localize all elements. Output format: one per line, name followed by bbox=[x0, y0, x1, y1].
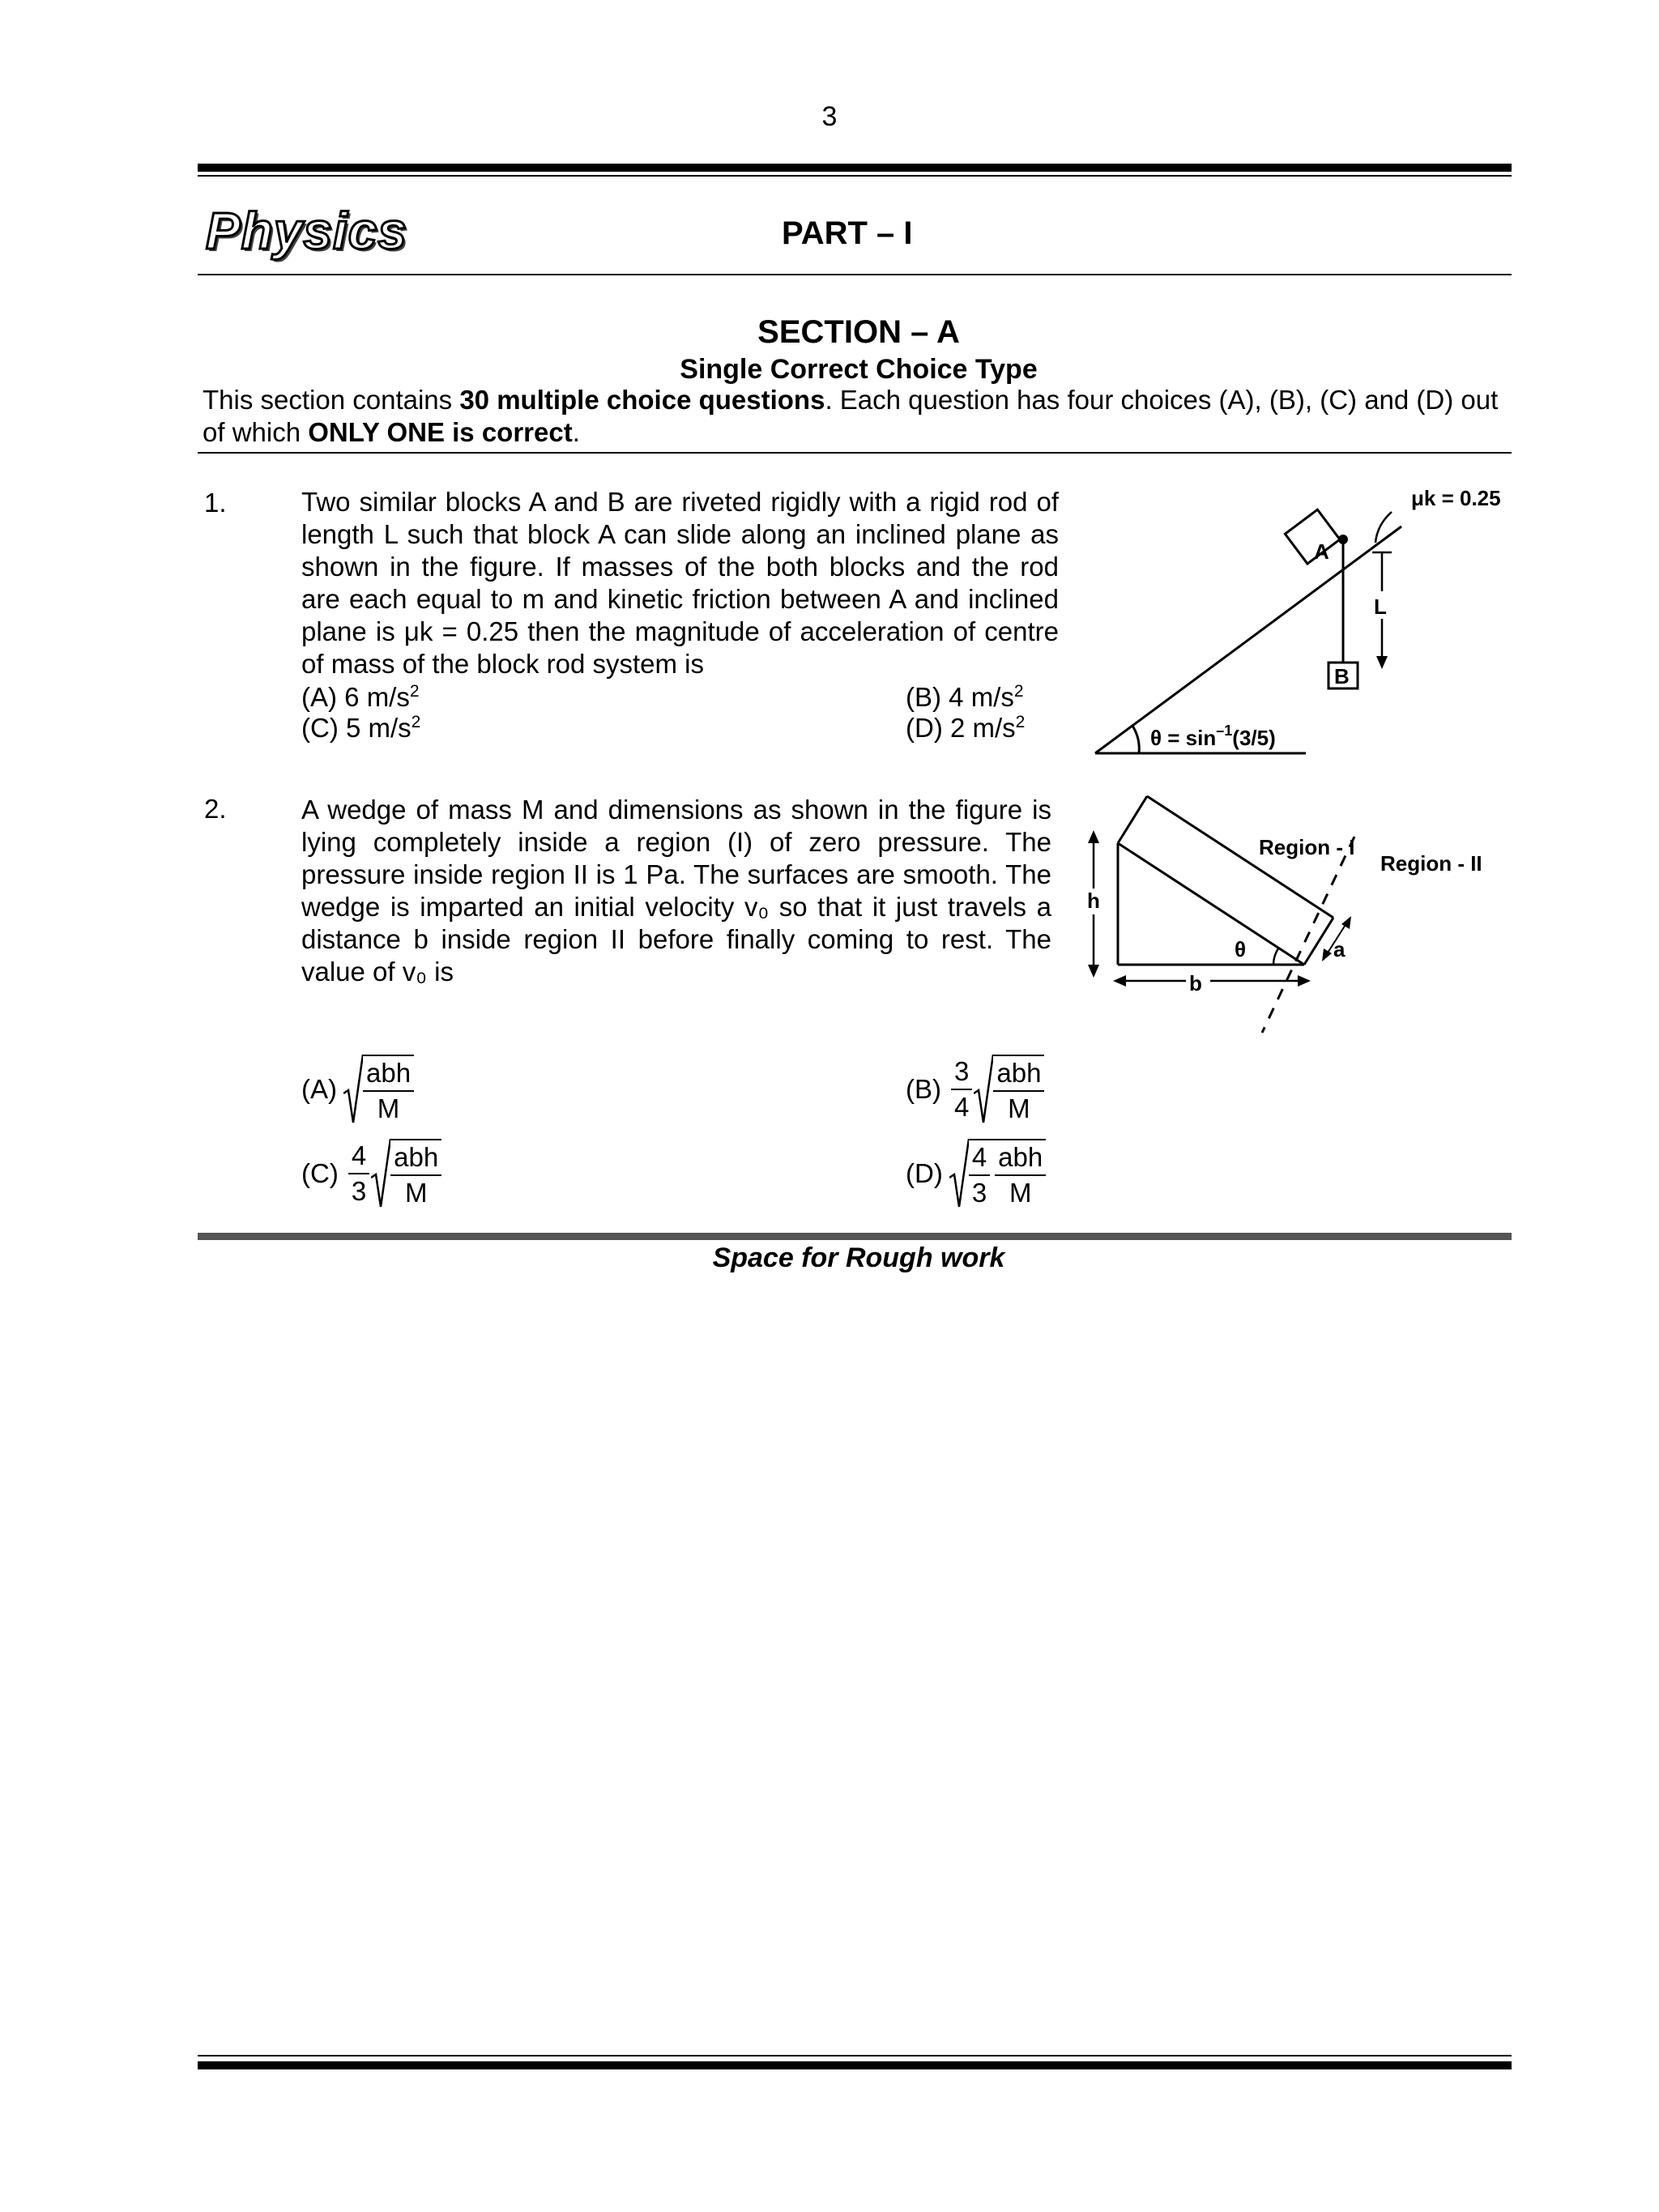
top-rule-thin bbox=[198, 175, 1512, 177]
question-2-number: 2. bbox=[204, 794, 227, 824]
question-2-option-b[interactable]: (B) $\frac{3}{4}$ $\frac{\text{abh}}{M}$ bbox=[906, 1053, 1044, 1126]
subject-title: Physics bbox=[206, 202, 407, 260]
block-a bbox=[1285, 509, 1340, 564]
bottom-rule-thick bbox=[198, 2061, 1512, 2069]
region-1-label: Region - I bbox=[1259, 835, 1355, 859]
block-a-label: A bbox=[1314, 539, 1329, 564]
side-a-label: a bbox=[1333, 937, 1346, 961]
question-1-figure bbox=[1085, 478, 1523, 769]
question-1-text: Two similar blocks A and B are riveted rigidly with a rigid rod of length L such that block A can slide along an inclined plane as shown in the figure. If masses of the both blocks and the rod are each equal to m and kinetic friction between A and inclined plane is μk = 0.25 then the magnitude of acceleration of centre of mass of the block rod system is bbox=[301, 487, 1059, 679]
question-2-option-a[interactable]: (A) $\frac{\text{abh}}{M}$ bbox=[301, 1053, 414, 1126]
question-2-text: A wedge of mass M and dimensions as shown in the figure is lying completely inside a region (I) of zero pressure. The pressure inside region II is 1 Pa. The surfaces are smooth. The wedge is imparted an initial velocity v₀ so that it just travels a distance b inside region II before finally coming to rest. The value of v₀ is bbox=[301, 795, 1051, 987]
part-title: PART – I bbox=[782, 215, 913, 251]
base-label: b bbox=[1189, 971, 1202, 995]
rough-work-rule bbox=[198, 1233, 1512, 1240]
height-label: h bbox=[1087, 889, 1100, 913]
sqrt-sign bbox=[371, 1137, 390, 1210]
question-1-number: 1. bbox=[204, 488, 227, 518]
angle-label: $\theta = \sin^{-1}(3/5)$ bbox=[1150, 722, 1276, 750]
page-number: 3 bbox=[821, 101, 838, 132]
question-2-option-d[interactable]: (D) $\frac{4}{3}$ $\frac{\text{abh}}{M}$ bbox=[906, 1137, 1046, 1210]
sqrt-sign bbox=[343, 1053, 363, 1126]
section-title: SECTION – A bbox=[757, 314, 960, 350]
region-2-label: Region - II bbox=[1380, 851, 1482, 876]
sqrt-sign bbox=[949, 1137, 969, 1210]
question-1-option-a[interactable]: (A) 6 $m/s^2$ bbox=[301, 682, 420, 712]
question-1-option-d[interactable]: (D) 2 $m/s^2$ bbox=[906, 713, 1026, 743]
question-1-option-b[interactable]: (B) 4 $m/s^2$ bbox=[906, 682, 1024, 712]
question-2-option-c[interactable]: (C) $\frac{4}{3}$ $\frac{\text{abh}}{M}$ bbox=[301, 1137, 441, 1210]
block-b-label: B bbox=[1334, 664, 1350, 688]
sqrt-sign bbox=[974, 1053, 993, 1126]
bottom-rule-thin bbox=[198, 2055, 1512, 2056]
question-1-option-c[interactable]: (C) 5 $m/s^2$ bbox=[301, 713, 421, 743]
header-rule bbox=[198, 274, 1512, 275]
intro-rule bbox=[198, 452, 1512, 454]
length-label: L bbox=[1374, 595, 1387, 619]
top-rule-thick bbox=[198, 164, 1512, 172]
section-intro: This section contains 30 multiple choice questions. Each question has four choices (A), (B), (C) and (D) out of which ONLY ONE is correct. bbox=[203, 385, 1499, 447]
question-2-figure bbox=[1085, 790, 1515, 1049]
friction-coefficient-label: μk = 0.25 bbox=[1411, 486, 1501, 510]
rough-work-label: Space for Rough work bbox=[712, 1242, 1005, 1273]
section-subtitle: Single Correct Choice Type bbox=[680, 354, 1038, 385]
wedge-angle-label: θ bbox=[1235, 937, 1247, 961]
